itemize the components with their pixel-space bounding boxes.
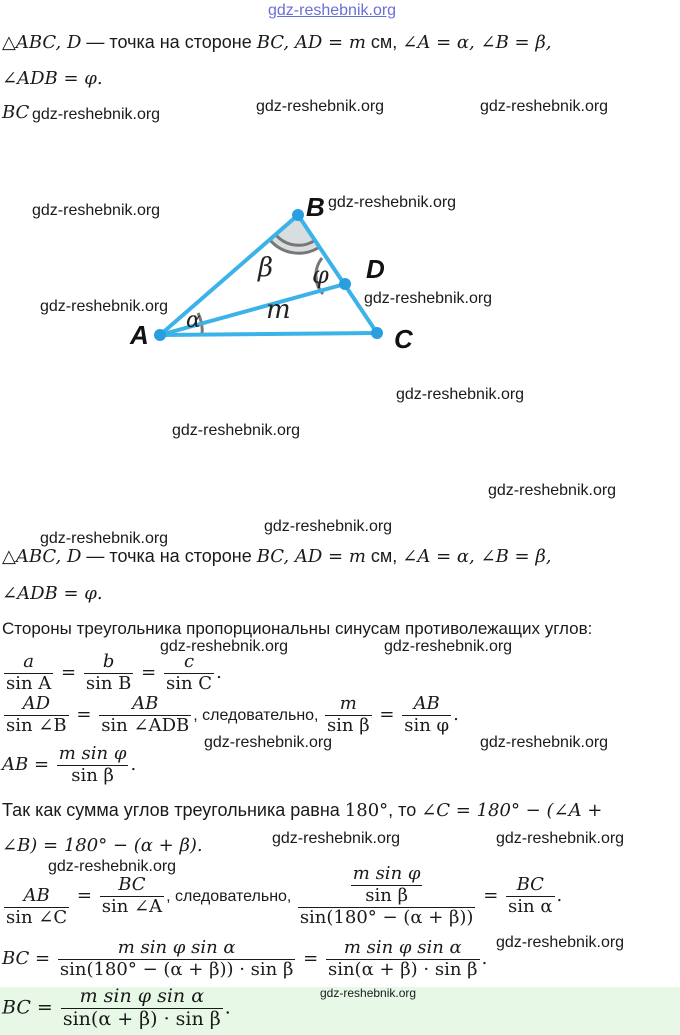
watermark: gdz-reshebnik.org (364, 290, 493, 307)
watermark: gdz-reshebnik.org (328, 194, 457, 211)
condition-line-2: ∠ADB = φ. (2, 68, 103, 89)
condition-triangle: △ABC, D (2, 32, 82, 53)
solution-unit: см, (365, 546, 403, 566)
watermark: gdz-reshebnik.org (40, 298, 169, 315)
label-d: D (366, 254, 385, 284)
point-c (371, 327, 383, 339)
condition-text: — точка на стороне (81, 32, 257, 52)
watermark: gdz-reshebnik.org (160, 638, 289, 655)
condition-line-1 (2, 32, 551, 53)
watermark: gdz-reshebnik.org (320, 986, 417, 1000)
angle-sum-line-1: Так как сумма углов треугольника равна 180°, то ∠C = 180° − (∠A + (2, 800, 603, 821)
side-ca (160, 333, 377, 335)
watermark: gdz-reshebnik.org (264, 518, 393, 535)
solution-condition-line-2: ∠ADB = φ. (2, 583, 103, 604)
label-a: A (130, 320, 149, 350)
watermark: gdz-reshebnik.org (32, 106, 161, 123)
angle-sum-line-2: ∠B) = 180° − (α + β). (2, 835, 203, 856)
solution-triangle: △ABC, D (2, 546, 82, 567)
watermark: gdz-reshebnik.org (48, 858, 177, 875)
watermark: gdz-reshebnik.org (496, 830, 625, 847)
watermark: gdz-reshebnik.org (480, 734, 609, 751)
watermark: gdz-reshebnik.org (496, 934, 625, 951)
formula-ab: AB = $\frac{\text{m sin φ}}{\text{sin β}}$ . (2, 743, 137, 786)
law-of-sines-text: Стороны треугольника пропорциональны синусам противолежащих углов: (2, 619, 593, 638)
watermark: gdz-reshebnik.org (256, 98, 385, 115)
solution-condition-line-1 (2, 546, 551, 567)
watermark: gdz-reshebnik.org (396, 386, 525, 403)
condition-segment: BC, AD = m (256, 32, 366, 53)
label-c: C (394, 324, 413, 354)
point-b (292, 209, 304, 221)
watermark: gdz-reshebnik.org (40, 530, 169, 547)
solution-segment: BC, AD = m (256, 546, 366, 567)
condition-unit: см, (365, 32, 403, 52)
site-link[interactable]: gdz-reshebnik.org (268, 2, 397, 19)
solution-text: — точка на стороне (81, 546, 257, 566)
point-d (339, 278, 351, 290)
condition-angles: ∠A = α, ∠B = β, (402, 32, 552, 53)
label-m: m (266, 295, 291, 325)
formula-bc-ratio: $\frac{AB}{\sin \angle C}$ = $\frac{BC}{\sin \angle A}$ , следовательно, $\frac{\frac{\text{m sin φ}}{\text{sin β}}}{\sin(180^\circ - (\alpha + \beta))}$ = $\frac{BC}{\text{sin α}}$ . (6, 863, 563, 928)
label-alpha: α (186, 308, 201, 333)
label-beta: β (258, 253, 274, 283)
label-b: B (306, 192, 325, 222)
watermark: gdz-reshebnik.org (480, 98, 609, 115)
watermark: gdz-reshebnik.org (32, 202, 161, 219)
watermark: gdz-reshebnik.org (172, 422, 301, 439)
formula-ab-ratio: $\frac{AD}{\sin \angle B}$ = $\frac{AB}{\text{sin ∠ADB}}$ , следовательно, $\frac{m}{\text{sin β}}$ = $\frac{AB}{\text{sin φ}}$ . (6, 693, 459, 736)
answer-formula: BC = $\frac{\text{m sin φ sin α}}{\text{sin(α + β) · sin β}}$ . (2, 985, 231, 1030)
find-label: BC (2, 102, 30, 123)
watermark: gdz-reshebnik.org (272, 830, 401, 847)
formula-bc-expanded: BC = $\frac{\text{m sin φ sin α}}{\text{sin(180° − (α + β)) · sin β}}$ = $\frac{\text{m sin φ sin α}}{\text{sin(α + β) · sin β}}$ . (2, 937, 488, 980)
point-a (154, 329, 166, 341)
watermark: gdz-reshebnik.org (488, 482, 617, 499)
watermark: gdz-reshebnik.org (384, 638, 513, 655)
solution-angles: ∠A = α, ∠B = β, (402, 546, 552, 567)
formula-law-of-sines: $\frac{a}{\text{sin A}}$ = $\frac{b}{\text{sin B}}$ = $\frac{c}{\text{sin C}}$ . (6, 651, 222, 694)
label-phi: φ (312, 261, 329, 289)
watermark: gdz-reshebnik.org (204, 734, 333, 751)
